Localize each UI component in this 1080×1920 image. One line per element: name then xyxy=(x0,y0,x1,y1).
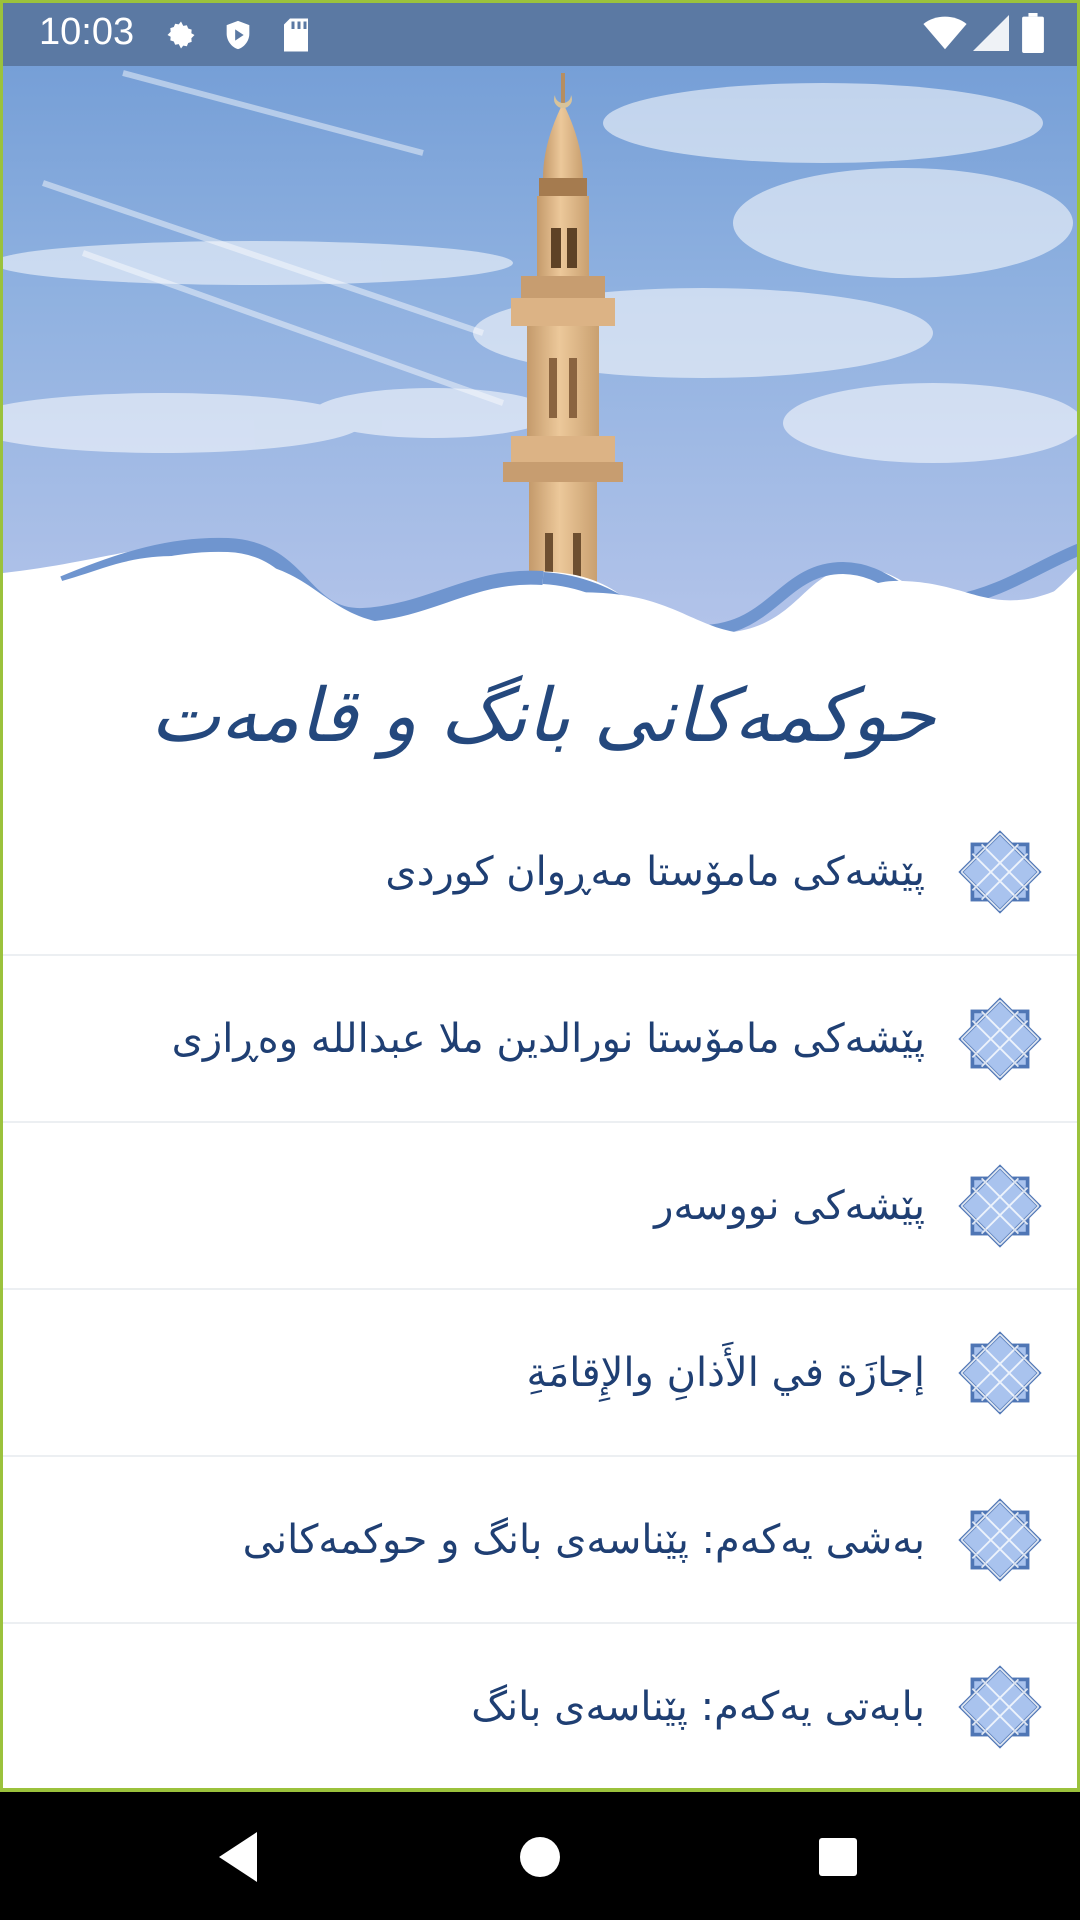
list-item-label: پێشەکی مامۆستا مەڕوان کوردی xyxy=(385,849,925,895)
list-item[interactable] xyxy=(3,1290,1080,1457)
settings-icon xyxy=(163,17,199,53)
list-item[interactable] xyxy=(3,1457,1080,1624)
list-item-label: إجازَة في الأَذانِ والإِقامَةِ xyxy=(526,1350,925,1396)
list-item-label: بابەتی یەکەم: پێناسەی بانگ xyxy=(471,1684,925,1730)
hero-image xyxy=(3,3,1080,643)
home-icon[interactable] xyxy=(505,1822,575,1892)
status-time: 10:03 xyxy=(39,11,135,53)
list-item-label: پێشەکی مامۆستا نورالدین ملا عبدالله وەڕازی xyxy=(171,1016,925,1062)
list-item-label: پێشەکی نووسەر xyxy=(654,1183,925,1229)
star-octagram-icon xyxy=(954,1661,1046,1753)
star-octagram-icon xyxy=(954,1494,1046,1586)
status-bar xyxy=(3,3,1080,66)
shield-icon xyxy=(221,17,255,53)
star-octagram-icon xyxy=(954,1160,1046,1252)
back-icon[interactable] xyxy=(205,1822,275,1892)
wifi-icon xyxy=(923,15,967,51)
chapter-list xyxy=(3,789,1080,1791)
star-octagram-icon xyxy=(954,993,1046,1085)
navigation-bar xyxy=(0,1792,1080,1920)
sd-card-icon xyxy=(281,17,311,53)
star-octagram-icon xyxy=(954,826,1046,918)
recents-icon[interactable] xyxy=(803,1822,873,1892)
list-item-label: بەشی یەکەم: پێناسەی بانگ و حوکمەکانی xyxy=(242,1517,925,1563)
list-item[interactable] xyxy=(3,1624,1080,1791)
signal-icon xyxy=(973,15,1009,51)
star-octagram-icon xyxy=(954,1327,1046,1419)
list-item[interactable] xyxy=(3,1123,1080,1290)
list-item[interactable] xyxy=(3,956,1080,1123)
page-title: حوکمەکانی بانگ و قامەت xyxy=(150,673,936,759)
list-item[interactable] xyxy=(3,789,1080,956)
battery-icon xyxy=(1021,13,1045,53)
